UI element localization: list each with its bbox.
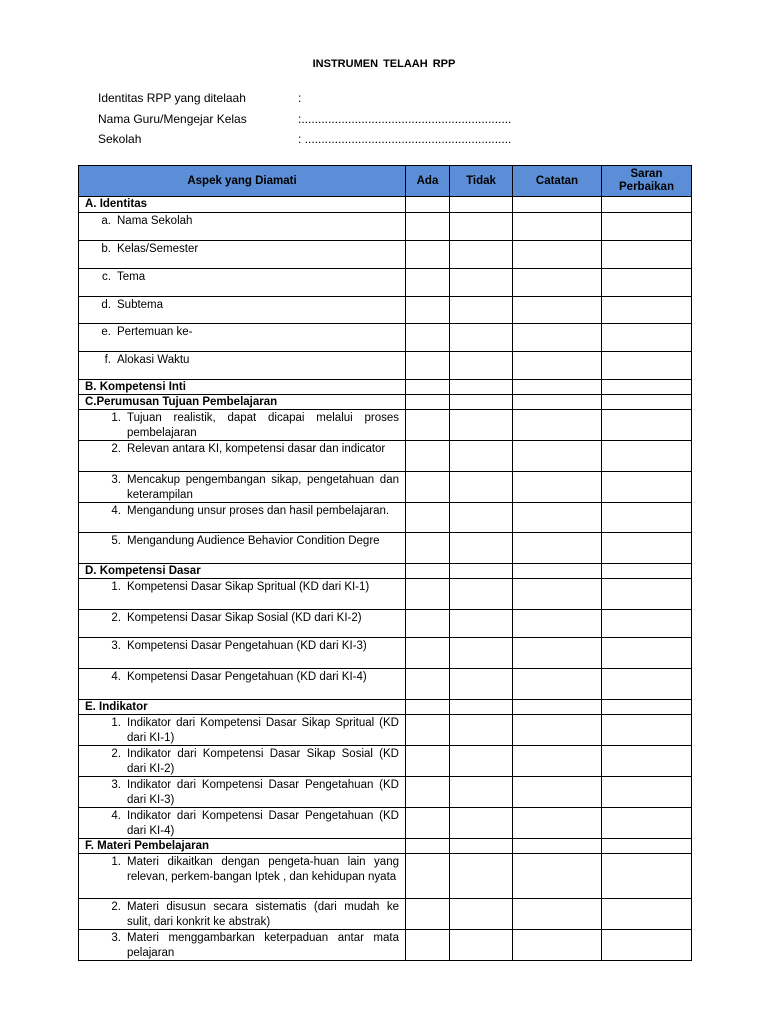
review-table: [78, 165, 692, 961]
item-text: Indikator dari Kompetensi Dasar Sikap Sosial (KD dari KI-2): [127, 748, 399, 775]
input-cell[interactable]: [450, 564, 513, 579]
input-cell[interactable]: [602, 297, 692, 324]
item-text: Indikator dari Kompetensi Dasar Pengetahuan (KD dari KI-3): [127, 779, 399, 806]
item-row: [79, 638, 692, 669]
identity-row: [98, 129, 511, 150]
item-row: [79, 715, 692, 746]
input-cell[interactable]: [406, 269, 450, 297]
item-text: Tema: [117, 271, 146, 283]
item-cell: [79, 324, 406, 352]
identity-row: [98, 88, 511, 109]
input-cell[interactable]: [450, 808, 513, 839]
input-cell[interactable]: [602, 197, 692, 213]
input-cell[interactable]: [602, 533, 692, 564]
header-ada: Ada: [406, 166, 450, 197]
input-cell[interactable]: [602, 269, 692, 297]
item-text: Kompetensi Dasar Pengetahuan (KD dari KI-4): [127, 671, 367, 683]
input-cell[interactable]: [450, 297, 513, 324]
input-cell[interactable]: [406, 503, 450, 533]
input-cell[interactable]: [602, 472, 692, 503]
item-cell: [79, 579, 406, 610]
section-row: [79, 197, 692, 213]
input-cell[interactable]: [513, 715, 602, 746]
input-cell[interactable]: [406, 324, 450, 352]
item-text: Mengandung Audience Behavior Condition Degre: [127, 535, 380, 547]
input-cell[interactable]: [513, 324, 602, 352]
item-row: [79, 352, 692, 380]
item-cell: [79, 213, 406, 241]
input-cell[interactable]: [513, 839, 602, 854]
input-cell[interactable]: [513, 610, 602, 638]
item-text: Materi disusun secara sistematis (dari mudah ke sulit, dari konkrit ke abstrak): [127, 901, 399, 928]
input-cell[interactable]: [450, 669, 513, 700]
input-cell[interactable]: [513, 241, 602, 269]
input-cell[interactable]: [602, 638, 692, 669]
input-cell[interactable]: [406, 395, 450, 410]
item-row: [79, 297, 692, 324]
input-cell[interactable]: [513, 472, 602, 503]
input-cell[interactable]: [602, 715, 692, 746]
identity-label: Identitas RPP yang ditelaah: [98, 91, 246, 105]
input-cell[interactable]: [450, 715, 513, 746]
input-cell[interactable]: [602, 854, 692, 899]
input-cell[interactable]: [450, 410, 513, 441]
input-cell[interactable]: [513, 503, 602, 533]
item-number: 1.: [111, 581, 121, 593]
input-cell[interactable]: [513, 930, 602, 961]
item-number: 4.: [111, 505, 121, 517]
input-cell[interactable]: [450, 352, 513, 380]
input-cell[interactable]: [602, 324, 692, 352]
section-row: [79, 380, 692, 395]
input-cell[interactable]: [602, 746, 692, 777]
section-row: [79, 395, 692, 410]
item-number: 3.: [111, 779, 121, 791]
item-number: c.: [102, 271, 111, 283]
item-row: [79, 441, 692, 472]
item-number: 1.: [111, 856, 121, 868]
input-cell[interactable]: [602, 777, 692, 808]
item-cell: [79, 808, 406, 839]
item-row: [79, 854, 692, 899]
input-cell[interactable]: [513, 269, 602, 297]
input-cell[interactable]: [513, 564, 602, 579]
item-row: [79, 269, 692, 297]
item-text: Mencakup pengembangan sikap, pengetahuan dan keterampilan: [127, 474, 399, 501]
header-tidak: Tidak: [450, 166, 513, 197]
input-cell[interactable]: [406, 533, 450, 564]
input-cell[interactable]: [450, 839, 513, 854]
item-cell: [79, 930, 406, 961]
identity-label: Sekolah: [98, 132, 142, 146]
section-row: [79, 564, 692, 579]
item-cell: [79, 441, 406, 472]
item-cell: [79, 899, 406, 930]
input-cell[interactable]: [602, 669, 692, 700]
input-cell[interactable]: [450, 899, 513, 930]
item-number: 4.: [111, 810, 121, 822]
input-cell[interactable]: [406, 854, 450, 899]
input-cell[interactable]: [513, 441, 602, 472]
input-cell[interactable]: [602, 700, 692, 715]
input-cell[interactable]: [406, 700, 450, 715]
item-cell: [79, 241, 406, 269]
input-cell[interactable]: [406, 669, 450, 700]
item-number: 3.: [111, 474, 121, 486]
item-number: 1.: [111, 412, 121, 424]
input-cell[interactable]: [450, 197, 513, 213]
input-cell[interactable]: [513, 533, 602, 564]
section-heading: D. Kompetensi Dasar: [79, 564, 406, 579]
input-cell[interactable]: [602, 610, 692, 638]
item-row: [79, 777, 692, 808]
input-cell[interactable]: [602, 380, 692, 395]
item-number: 1.: [111, 717, 121, 729]
input-cell[interactable]: [450, 441, 513, 472]
input-cell[interactable]: [450, 213, 513, 241]
input-cell[interactable]: [450, 854, 513, 899]
item-cell: [79, 533, 406, 564]
input-cell[interactable]: [602, 213, 692, 241]
item-cell: [79, 777, 406, 808]
section-heading: F. Materi Pembelajaran: [79, 839, 406, 854]
header-catatan: Catatan: [513, 166, 602, 197]
item-number: 2.: [111, 443, 121, 455]
input-cell[interactable]: [602, 839, 692, 854]
item-cell: [79, 638, 406, 669]
input-cell[interactable]: [602, 395, 692, 410]
item-row: [79, 213, 692, 241]
item-row: [79, 899, 692, 930]
header-saran: Saran Perbaikan: [602, 166, 692, 197]
input-cell[interactable]: [513, 380, 602, 395]
input-cell[interactable]: [602, 441, 692, 472]
item-number: 2.: [111, 612, 121, 624]
input-cell[interactable]: [406, 638, 450, 669]
input-cell[interactable]: [406, 930, 450, 961]
section-row: [79, 839, 692, 854]
input-cell[interactable]: [513, 899, 602, 930]
input-cell[interactable]: [513, 808, 602, 839]
item-cell: [79, 715, 406, 746]
item-text: Kompetensi Dasar Sikap Sosial (KD dari KI-2): [127, 612, 362, 624]
item-text: Kelas/Semester: [117, 243, 199, 255]
item-number: b.: [101, 243, 111, 255]
item-cell: [79, 669, 406, 700]
input-cell[interactable]: [406, 839, 450, 854]
table-header-row: [79, 166, 692, 197]
input-cell[interactable]: [450, 700, 513, 715]
item-text: Mengandung unsur proses dan hasil pembelajaran.: [127, 505, 390, 517]
section-heading: C.Perumusan Tujuan Pembelajaran: [79, 395, 406, 410]
input-cell[interactable]: [450, 503, 513, 533]
identity-block: [98, 88, 511, 150]
item-number: a.: [101, 215, 111, 227]
input-cell[interactable]: [450, 324, 513, 352]
input-cell[interactable]: [602, 564, 692, 579]
item-row: [79, 324, 692, 352]
item-cell: [79, 472, 406, 503]
input-cell[interactable]: [406, 472, 450, 503]
input-cell[interactable]: [602, 579, 692, 610]
identity-value[interactable]: :: [298, 91, 302, 105]
item-cell: [79, 297, 406, 324]
document-title: INSTRUMEN TELAAH RPP: [312, 58, 456, 70]
input-cell[interactable]: [406, 777, 450, 808]
item-number: f.: [104, 354, 111, 366]
input-cell[interactable]: [513, 700, 602, 715]
item-cell: [79, 854, 406, 899]
section-heading: A. Identitas: [79, 197, 406, 213]
item-text: Alokasi Waktu: [117, 354, 190, 366]
item-cell: [79, 410, 406, 441]
identity-row: [98, 109, 511, 130]
input-cell[interactable]: [406, 441, 450, 472]
item-text: Subtema: [117, 299, 164, 311]
item-text: Kompetensi Dasar Pengetahuan (KD dari KI-3): [127, 640, 367, 652]
item-text: Materi dikaitkan dengan pengeta-huan lain yang relevan, perkem-bangan Iptek , dan kehidupan nyata: [127, 856, 399, 883]
item-row: [79, 669, 692, 700]
input-cell[interactable]: [406, 564, 450, 579]
item-cell: [79, 503, 406, 533]
input-cell[interactable]: [450, 638, 513, 669]
item-number: 3.: [111, 640, 121, 652]
input-cell[interactable]: [406, 715, 450, 746]
item-text: Kompetensi Dasar Sikap Spritual (KD dari KI-1): [127, 581, 370, 593]
header-aspek: Aspek yang Diamati: [79, 166, 406, 197]
identity-value[interactable]: : ..............................................................: [298, 132, 512, 146]
input-cell[interactable]: [406, 410, 450, 441]
input-cell[interactable]: [602, 352, 692, 380]
item-row: [79, 241, 692, 269]
input-cell[interactable]: [450, 472, 513, 503]
input-cell[interactable]: [450, 930, 513, 961]
section-heading: E. Indikator: [79, 700, 406, 715]
input-cell[interactable]: [513, 197, 602, 213]
input-cell[interactable]: [406, 746, 450, 777]
input-cell[interactable]: [513, 297, 602, 324]
input-cell[interactable]: [602, 930, 692, 961]
table-body: [79, 197, 692, 961]
input-cell[interactable]: [406, 297, 450, 324]
input-cell[interactable]: [450, 746, 513, 777]
input-cell[interactable]: [602, 241, 692, 269]
input-cell[interactable]: [513, 669, 602, 700]
item-text: Nama Sekolah: [117, 215, 193, 227]
input-cell[interactable]: [406, 899, 450, 930]
item-row: [79, 410, 692, 441]
item-text: Materi menggambarkan keterpaduan antar mata pelajaran: [127, 932, 399, 959]
item-number: 3.: [111, 932, 121, 944]
input-cell[interactable]: [450, 610, 513, 638]
input-cell[interactable]: [450, 241, 513, 269]
item-cell: [79, 269, 406, 297]
input-cell[interactable]: [406, 610, 450, 638]
section-row: [79, 700, 692, 715]
item-cell: [79, 352, 406, 380]
input-cell[interactable]: [513, 410, 602, 441]
input-cell[interactable]: [513, 213, 602, 241]
item-number: 5.: [111, 535, 121, 547]
input-cell[interactable]: [406, 197, 450, 213]
input-cell[interactable]: [513, 395, 602, 410]
item-row: [79, 579, 692, 610]
item-text: Tujuan realistik, dapat dicapai melalui proses pembelajaran: [127, 412, 399, 439]
item-number: d.: [101, 299, 111, 311]
input-cell[interactable]: [450, 579, 513, 610]
input-cell[interactable]: [602, 808, 692, 839]
input-cell[interactable]: [450, 380, 513, 395]
input-cell[interactable]: [450, 777, 513, 808]
input-cell[interactable]: [513, 854, 602, 899]
item-row: [79, 746, 692, 777]
input-cell[interactable]: [406, 579, 450, 610]
input-cell[interactable]: [450, 533, 513, 564]
input-cell[interactable]: [602, 899, 692, 930]
item-text: Relevan antara KI, kompetensi dasar dan indicator: [127, 443, 386, 455]
input-cell[interactable]: [513, 352, 602, 380]
item-number: e.: [101, 326, 111, 338]
item-number: 2.: [111, 901, 121, 913]
item-row: [79, 610, 692, 638]
item-text: Indikator dari Kompetensi Dasar Sikap Spritual (KD dari KI-1): [127, 717, 399, 744]
item-text: Indikator dari Kompetensi Dasar Pengetahuan (KD dari KI-4): [127, 810, 399, 837]
input-cell[interactable]: [406, 808, 450, 839]
input-cell[interactable]: [406, 380, 450, 395]
input-cell[interactable]: [450, 269, 513, 297]
item-row: [79, 472, 692, 503]
input-cell[interactable]: [513, 638, 602, 669]
identity-value[interactable]: :...............................................................: [298, 111, 512, 126]
input-cell[interactable]: [513, 746, 602, 777]
input-cell[interactable]: [406, 352, 450, 380]
input-cell[interactable]: [450, 395, 513, 410]
item-cell: [79, 746, 406, 777]
input-cell[interactable]: [406, 241, 450, 269]
input-cell[interactable]: [602, 410, 692, 441]
input-cell[interactable]: [602, 503, 692, 533]
input-cell[interactable]: [513, 777, 602, 808]
item-row: [79, 533, 692, 564]
input-cell[interactable]: [406, 213, 450, 241]
input-cell[interactable]: [513, 579, 602, 610]
item-row: [79, 503, 692, 533]
item-row: [79, 930, 692, 961]
section-heading: B. Kompetensi Inti: [79, 380, 406, 395]
item-number: 2.: [111, 748, 121, 760]
item-number: 4.: [111, 671, 121, 683]
item-row: [79, 808, 692, 839]
item-text: Pertemuan ke-: [117, 326, 193, 338]
item-cell: [79, 610, 406, 638]
identity-label: Nama Guru/Mengejar Kelas: [98, 111, 247, 126]
